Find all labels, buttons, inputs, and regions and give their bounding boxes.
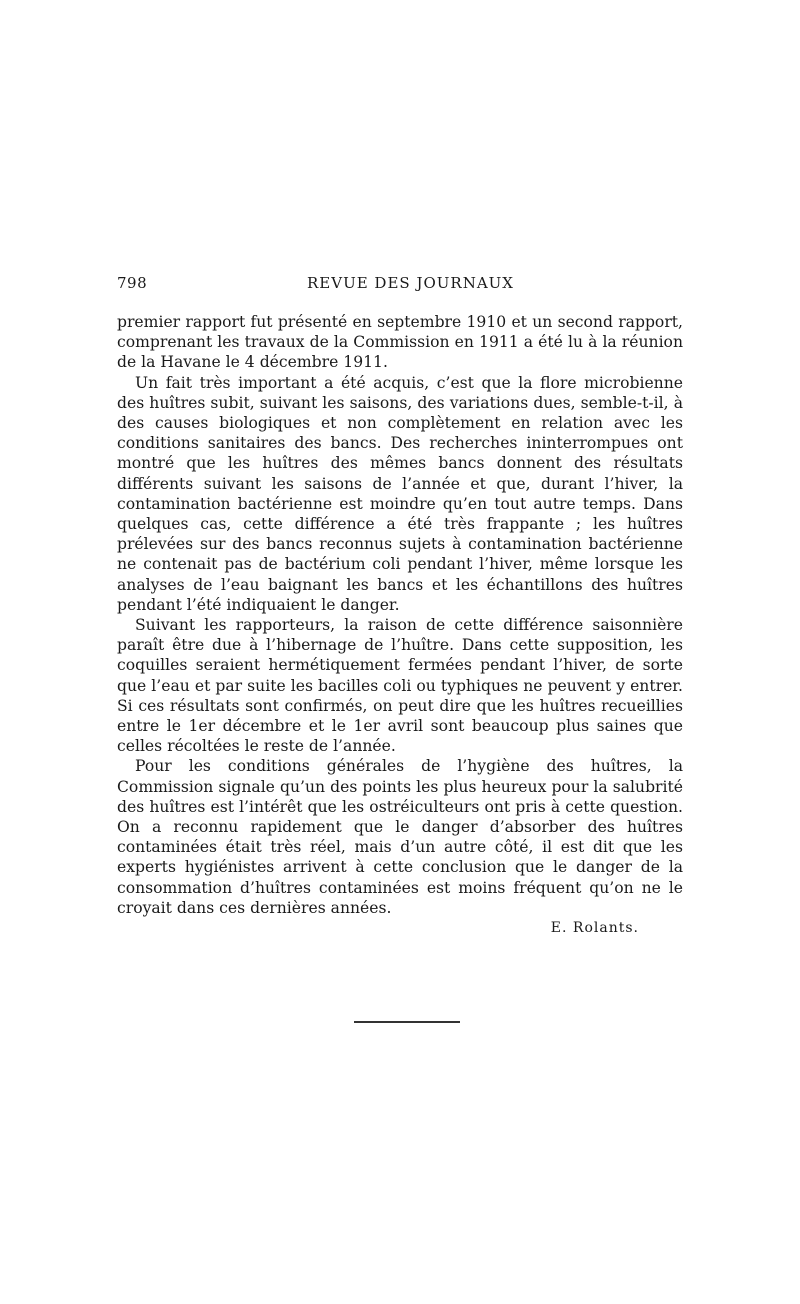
journal-title: REVUE DES JOURNAUX — [307, 274, 514, 292]
page-content — [117, 274, 683, 938]
page-number: 798 — [117, 274, 148, 292]
paragraph-continuation: premier rapport fut présenté en septembre 1910 et un second rapport, comprenant les travaux de la Commission en 1911 a été lu à la réunion de la Havane le 4 décembre 1911. — [117, 313, 683, 372]
paragraph-seasonal-flora: Un fait très important a été acquis, c’est que la flore microbienne des huîtres subit, suivant les saisons, des variations dues, semble-t-il, à des causes biologiques et non complètement en relation avec les conditions sanitaires des bancs. Des recherches ininterrompues ont montré que les huîtres des mêmes bancs donnent des résultats différents suivant les saisons de l’année et que, durant l’hiver, la contamination bactérienne est moindre qu’en tout autre temps. Dans quelques cas, cette différence a été très frappante ; les huîtres prélevées sur des bancs reconnus sujets à contamination bactérienne ne contenait pas de bactérium coli pendant l’hiver, même lorsque les analyses de l’eau baignant les bancs et les échantillons des huîtres pendant l’été indiquaient le danger. — [117, 373, 683, 614]
paragraph-general-conditions: Pour les conditions générales de l’hygiène des huîtres, la Commission signale qu’un des points les plus heureux pour la salubrité des huîtres est l’intérêt que les ostréiculteurs ont pris à cette question. On a reconnu rapidement que le danger d’absorber des huîtres contaminées était très réel, mais d’un autre côté, il est dit que les experts hygiénistes arrivent à cette conclusion que le danger de la consommation d’huîtres contaminées est moins fréquent qu’on ne le croyait dans ces dernières années. — [117, 757, 683, 917]
section-divider — [354, 1021, 460, 1023]
author-signature: E. Rolants. — [550, 920, 639, 937]
paragraph-hibernation: Suivant les rapporteurs, la raison de cette différence saisonnière paraît être due à l’hibernage de l’huître. Dans cette supposition, les coquilles seraient hermétiquement fermées pendant l’hiver, de sorte que l’eau et par suite les bacilles coli ou typhiques ne peuvent y entrer. Si ces résultats sont confirmés, on peut dire que les huîtres recueillies entre le 1er décembre et le 1er avril sont beaucoup plus saines que celles récoltées le reste de l’année. — [117, 616, 683, 756]
running-head — [117, 274, 683, 298]
